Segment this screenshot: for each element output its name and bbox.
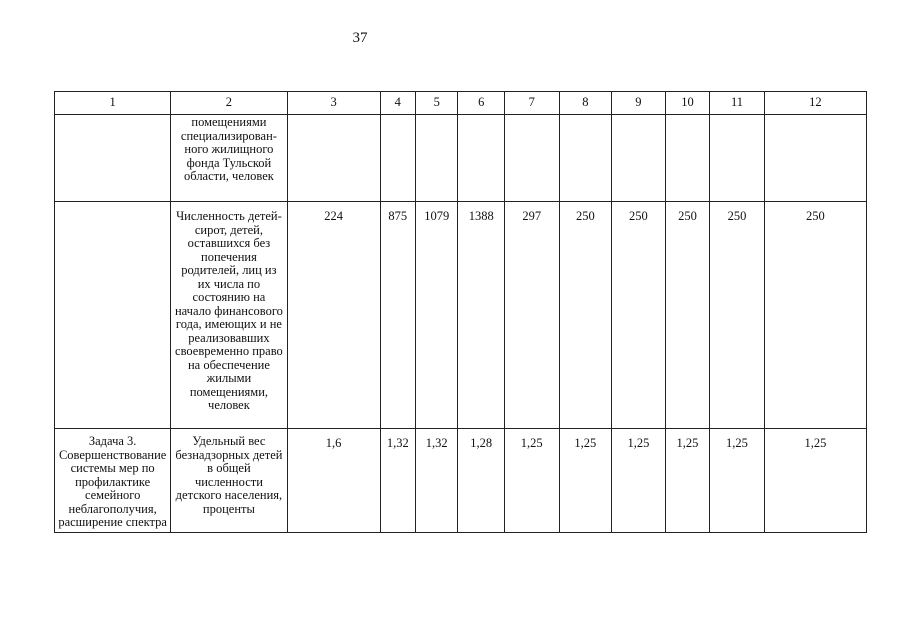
value-text: 875	[388, 209, 408, 223]
value-text: 1,6	[325, 436, 342, 450]
task-cell	[55, 202, 171, 429]
value-cell	[764, 429, 866, 533]
indicator-cell	[171, 202, 287, 429]
column-header: 8	[559, 92, 612, 115]
table-header-row	[55, 92, 867, 115]
value-cell	[665, 202, 709, 429]
value-text: 250	[727, 209, 747, 223]
value-text	[288, 115, 380, 123]
value-cell	[380, 202, 415, 429]
value-cell	[415, 202, 457, 429]
column-header: 2	[171, 92, 287, 115]
value-cell	[710, 115, 765, 202]
value-text: 1,25	[676, 436, 699, 450]
column-header: 5	[415, 92, 457, 115]
value-text: 1,25	[627, 436, 650, 450]
value-text: 1,32	[386, 436, 409, 450]
value-cell	[504, 429, 559, 533]
column-header: 6	[458, 92, 505, 115]
indicator-text: Численность детей-сирот, детей, оставшихся без попечения родителей, лиц из их числа по состоянию на начало финансового года, имеющих и не реализовавших своевременно право на обеспечение жилыми помещениями, человек	[174, 209, 283, 412]
value-cell	[764, 115, 866, 202]
value-text: 1,25	[574, 436, 597, 450]
value-text	[458, 115, 504, 123]
column-header: 9	[612, 92, 666, 115]
value-cell	[665, 115, 709, 202]
value-cell	[612, 115, 666, 202]
value-cell	[665, 429, 709, 533]
value-text: 224	[324, 209, 343, 223]
value-text	[560, 115, 612, 123]
value-text	[612, 115, 665, 123]
value-cell	[458, 115, 505, 202]
value-text	[710, 115, 764, 123]
value-cell	[559, 429, 612, 533]
value-cell	[287, 202, 380, 429]
value-text: 250	[678, 209, 697, 223]
value-cell	[612, 202, 666, 429]
value-cell	[380, 115, 415, 202]
task-text	[55, 115, 170, 117]
value-text: 1388	[468, 209, 494, 223]
column-header: 7	[504, 92, 559, 115]
value-text: 1079	[424, 209, 450, 223]
value-cell	[710, 202, 765, 429]
value-cell	[504, 202, 559, 429]
value-cell	[458, 202, 505, 429]
value-cell	[415, 115, 457, 202]
value-cell	[287, 429, 380, 533]
value-cell	[458, 429, 505, 533]
value-text	[666, 115, 709, 123]
value-text: 250	[806, 209, 825, 223]
value-text	[416, 115, 457, 123]
value-text: 1,28	[470, 436, 493, 450]
page-number: 37	[352, 30, 368, 46]
value-cell	[287, 115, 380, 202]
indicator-cell	[171, 429, 287, 533]
table-row	[55, 429, 867, 533]
column-header: 3	[287, 92, 380, 115]
value-text: 1,32	[425, 436, 448, 450]
value-cell	[559, 202, 612, 429]
value-text: 1,25	[804, 436, 827, 450]
indicator-text: Удельный вес безнадзорных детей в общей численности детского населения, проценты	[175, 434, 283, 516]
table-row	[55, 202, 867, 429]
table-row	[55, 115, 867, 202]
indicator-text: помещениями специализирован-ного жилищного фонда Тульской области, человек	[180, 115, 277, 183]
value-text: 1,25	[520, 436, 543, 450]
column-header: 10	[665, 92, 709, 115]
indicator-cell	[171, 115, 287, 202]
indicators-table	[54, 91, 867, 533]
task-cell	[55, 429, 171, 533]
value-text: 297	[522, 209, 542, 223]
value-cell	[764, 202, 866, 429]
value-cell	[612, 429, 666, 533]
value-text	[381, 115, 415, 123]
task-cell	[55, 115, 171, 202]
value-text	[765, 115, 866, 123]
column-header: 1	[55, 92, 171, 115]
value-cell	[559, 115, 612, 202]
value-text: 250	[575, 209, 595, 223]
column-header: 4	[380, 92, 415, 115]
task-text	[55, 202, 170, 204]
value-cell	[504, 115, 559, 202]
column-header: 12	[764, 92, 866, 115]
task-text: Задача 3. Совершенствование системы мер по профилактике семейного неблагополучия, расширение спектра	[58, 434, 167, 529]
value-text	[505, 115, 559, 123]
value-cell	[380, 429, 415, 533]
value-text: 1,25	[726, 436, 748, 450]
value-cell	[415, 429, 457, 533]
value-text: 250	[629, 209, 648, 223]
column-header: 11	[710, 92, 765, 115]
value-cell	[710, 429, 765, 533]
